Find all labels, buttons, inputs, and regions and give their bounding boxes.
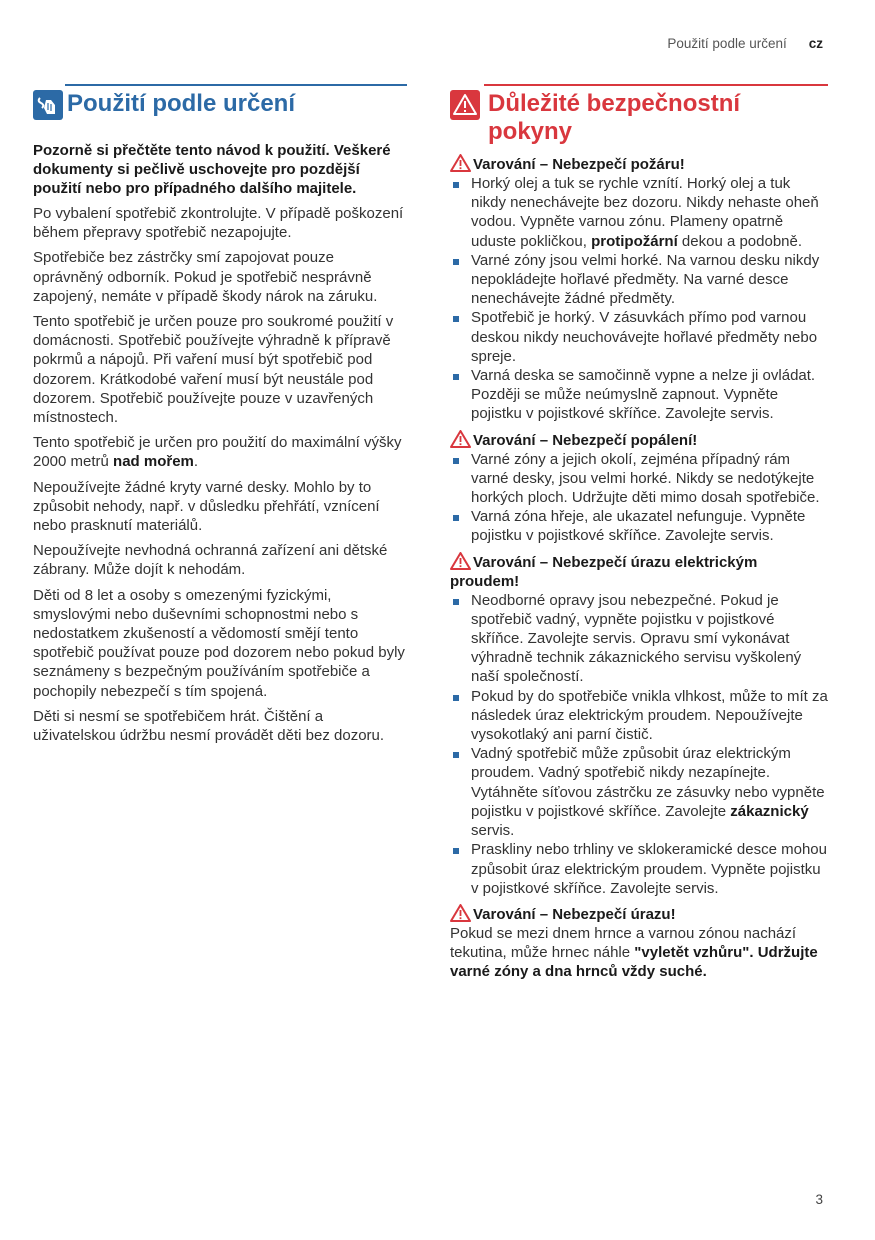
paragraph: Děti od 8 let a osoby s omezenými fyzickými, smyslovými nebo duševními schopnostmi nebo s nedostatkem zkušeností a vědomostí smějí tento spotřebič používat pouze pod dozorem nebo pokud byly seznámeny s bezpečným používáním spotřebiče a pochopily nebezpečí s tím spojená. bbox=[33, 586, 405, 700]
paragraph: Tento spotřebič je určen pro použití do maximální výšky 2000 metrů nad mořem. bbox=[33, 434, 402, 471]
section-heading bbox=[33, 90, 407, 125]
language-code: cz bbox=[808, 36, 823, 51]
intro-text: Pozorně si přečtěte tento návod k použití. Veškeré dokumenty si pečlivě uschovejte pro pozdější použití nebo pro případného dalšího majitele. bbox=[33, 142, 391, 197]
list-item: Varné zóny a jejich okolí, zejména případný rám varné desky, jsou velmi horké. Nikdy se nedotýkejte horkých ploch. Udržujte děti mimo dosah spotřebiče. bbox=[450, 450, 828, 508]
paragraph: Spotřebiče bez zástrčky smí zapojovat pouze oprávněný odborník. Pokud je spotřebič nesprávně zapojený, nemáte v případě škody nárok na záruku. bbox=[33, 249, 378, 305]
list-item: Neodborné opravy jsou nebezpečné. Pokud je spotřebič vadný, vypněte pojistku v pojistkové skříňce. Zavolejte servis. Opravu smí vykonávat výhradně technik zákaznického servisu vyškolený naší společností. bbox=[450, 591, 828, 687]
section-rule bbox=[65, 84, 407, 86]
list-item: Spotřebič je horký. V zásuvkách přímo pod varnou deskou nikdy neuchovávejte hořlavé předměty nebo spreje. bbox=[450, 308, 828, 366]
warning-icon bbox=[450, 90, 480, 125]
page-number: 3 bbox=[815, 1192, 823, 1207]
paragraph: Po vybalení spotřebič zkontrolujte. V případě poškození během přepravy spotřebič nezapojujte. bbox=[33, 205, 404, 242]
warning-list bbox=[450, 174, 828, 424]
list-item: Varné zóny jsou velmi horké. Na varnou desku nikdy nepokládejte hořlavé předměty. Na varné desce nenechávejte žádné předměty. bbox=[450, 251, 828, 309]
paragraph: Nepoužívejte žádné kryty varné desky. Mohlo by to způsobit nehody, např. v důsledku přehřátí, vznícení nebo prasknutí materiálů. bbox=[33, 478, 380, 535]
warning-triangle-icon bbox=[450, 430, 471, 448]
list-item: Pokud by do spotřebiče vnikla vlhkost, může to mít za následek úraz elektrickým proudem. Nepoužívejte vysokotlaký ani parní čistič. bbox=[450, 687, 828, 745]
section-heading bbox=[450, 90, 828, 146]
warning-heading: Varování – Nebezpečí úrazu! bbox=[450, 904, 828, 924]
warning-heading: Varování – Nebezpečí požáru! bbox=[450, 154, 828, 174]
warning-triangle-icon bbox=[450, 552, 471, 570]
running-header bbox=[667, 36, 823, 51]
warning-list bbox=[450, 450, 828, 546]
paragraph: Děti si nesmí se spotřebičem hrát. Čištění a uživatelskou údržbu nesmí provádět děti bez dozoru. bbox=[33, 707, 385, 745]
list-item: Horký olej a tuk se rychle vznítí. Horký olej a tuk nikdy nenechávejte bez dozoru. Nikdy nehaste oheň vodou. Vypněte varnou zónu. Plameny opatrně uduste pokličkou, protipožární dekou a podobně. bbox=[450, 174, 828, 251]
warning-text: Pokud se mezi dnem hrnce a varnou zónou nachází tekutina, může hrnec náhle "vyletět vzhůru". Udržujte varné zóny a dna hrnců vždy suché. bbox=[450, 924, 818, 980]
manual-icon bbox=[33, 90, 63, 125]
right-column bbox=[450, 84, 828, 981]
left-column bbox=[33, 84, 407, 745]
header-section-title: Použití podle určení bbox=[667, 36, 787, 51]
list-item: Vadný spotřebič může způsobit úraz elektrickým proudem. Vadný spotřebič nikdy nezapínejte. Vytáhněte síťovou zástrčku ze zásuvky nebo vypněte pojistku v pojistkové skříňce. Zavolejte zákaznický servis. bbox=[450, 744, 828, 840]
warning-triangle-icon bbox=[450, 904, 471, 922]
list-item: Varná deska se samočinně vypne a nelze ji ovládat. Později se může neúmyslně zapnout. Vypněte pojistku v pojistkové skříňce. Zavolejte servis. bbox=[450, 366, 828, 424]
warning-list bbox=[450, 591, 828, 898]
paragraph: Nepoužívejte nevhodná ochranná zařízení ani dětské zábrany. Může dojít k nehodám. bbox=[33, 542, 388, 579]
section-rule bbox=[484, 84, 828, 86]
list-item: Varná zóna hřeje, ale ukazatel nefunguje. Vypněte pojistku v pojistkové skříňce. Zavolejte servis. bbox=[450, 507, 828, 545]
page-title: Použití podle určení bbox=[67, 90, 296, 117]
page-title: Důležité bezpečnostní pokyny bbox=[488, 90, 741, 145]
warning-heading: Varování – Nebezpečí popálení! bbox=[450, 430, 828, 450]
paragraph: Tento spotřebič je určen pouze pro soukromé použití v domácnosti. Spotřebič používejte výhradně k přípravě pokrmů a nápojů. Při vaření musí být spotřebič pod dozorem. Krátkodobé vaření musí být neustále pod dozorem. Spotřebič používejte pouze v uzavřených místnostech. bbox=[33, 313, 394, 427]
warning-triangle-icon bbox=[450, 154, 471, 172]
warning-heading: Varování – Nebezpečí úrazu elektrickým proudem! bbox=[450, 553, 758, 590]
list-item: Praskliny nebo trhliny ve sklokeramické desce mohou způsobit úraz elektrickým proudem. Vypněte pojistku v pojistkové skříňce. Zavolejte servis. bbox=[450, 840, 828, 898]
